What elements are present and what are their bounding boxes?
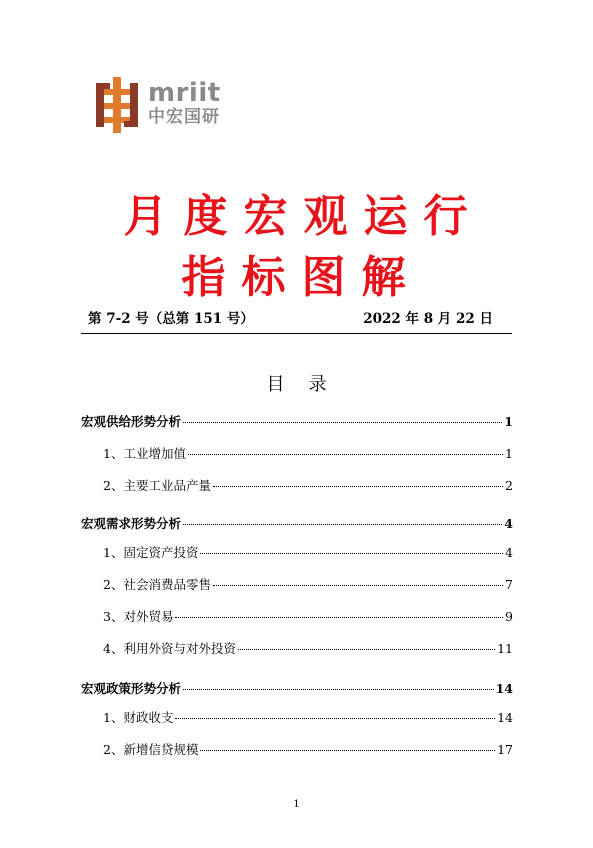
toc-item-label: 2、社会消费品零售 <box>103 577 211 592</box>
toc-leader-dots <box>183 422 502 423</box>
toc-section-demand[interactable] <box>81 514 513 532</box>
toc-leader-dots <box>183 524 502 525</box>
toc-item-label: 2、新增信贷规模 <box>103 742 199 757</box>
toc-leader-dots <box>175 617 503 618</box>
toc-item-fixed-asset-investment[interactable] <box>103 543 513 561</box>
toc-heading: 目录 <box>266 374 351 395</box>
toc-section-supply[interactable] <box>81 412 513 430</box>
toc-leader-dots <box>183 689 494 690</box>
logo-chinese-text: 中宏国研 <box>148 107 220 127</box>
toc-page-number: 1 <box>504 414 513 429</box>
report-title-line-2: 指标图解 <box>181 252 422 303</box>
mriit-logo-mark-icon <box>96 77 138 133</box>
logo-english-text: mriit <box>148 78 221 108</box>
toc-item-label: 1、财政收支 <box>103 710 174 725</box>
toc-item-label: 1、工业增加值 <box>103 446 186 461</box>
toc-item-industrial-value-added[interactable] <box>103 444 513 462</box>
toc-page-number: 1 <box>505 446 513 461</box>
toc-section-label: 宏观供给形势分析 <box>81 414 182 429</box>
mriit-logo <box>96 77 236 133</box>
toc-page-number: 14 <box>495 681 513 696</box>
toc-page-number: 4 <box>505 545 513 560</box>
toc-item-fiscal-revenue[interactable] <box>103 708 513 726</box>
toc-page-number: 2 <box>505 478 513 493</box>
toc-item-foreign-trade[interactable] <box>103 607 513 625</box>
toc-leader-dots <box>200 750 495 751</box>
toc-page-number: 14 <box>497 710 513 725</box>
toc-leader-dots <box>213 585 503 586</box>
page-number: 1 <box>293 799 300 810</box>
toc-item-label: 4、利用外资与对外投资 <box>103 641 236 656</box>
toc-page-number: 9 <box>505 609 513 624</box>
toc-leader-dots <box>200 553 503 554</box>
toc-page-number: 11 <box>497 641 513 656</box>
issue-number: 第 7-2 号（总第 151 号） <box>88 311 254 327</box>
toc-page-number: 4 <box>504 516 513 531</box>
toc-item-industrial-output[interactable] <box>103 476 513 494</box>
toc-item-label: 3、对外贸易 <box>103 609 174 624</box>
toc-item-label: 2、主要工业品产量 <box>103 478 211 493</box>
toc-item-retail-sales[interactable] <box>103 575 513 593</box>
toc-item-foreign-investment[interactable] <box>103 639 513 657</box>
toc-leader-dots <box>188 454 503 455</box>
toc-item-label: 1、固定资产投资 <box>103 545 199 560</box>
toc-section-policy[interactable] <box>81 679 513 697</box>
toc-page-number: 7 <box>505 577 513 592</box>
toc-page-number: 17 <box>497 742 513 757</box>
toc-leader-dots <box>175 718 495 719</box>
toc-leader-dots <box>213 486 503 487</box>
issue-date: 2022 年 8 月 22 日 <box>363 311 493 327</box>
toc-section-label: 宏观政策形势分析 <box>81 681 182 696</box>
toc-item-new-credit[interactable] <box>103 740 513 758</box>
toc-leader-dots <box>238 649 495 650</box>
header-divider <box>81 333 512 334</box>
toc-section-label: 宏观需求形势分析 <box>81 516 182 531</box>
report-title-line-1: 月度宏观运行 <box>123 191 484 242</box>
